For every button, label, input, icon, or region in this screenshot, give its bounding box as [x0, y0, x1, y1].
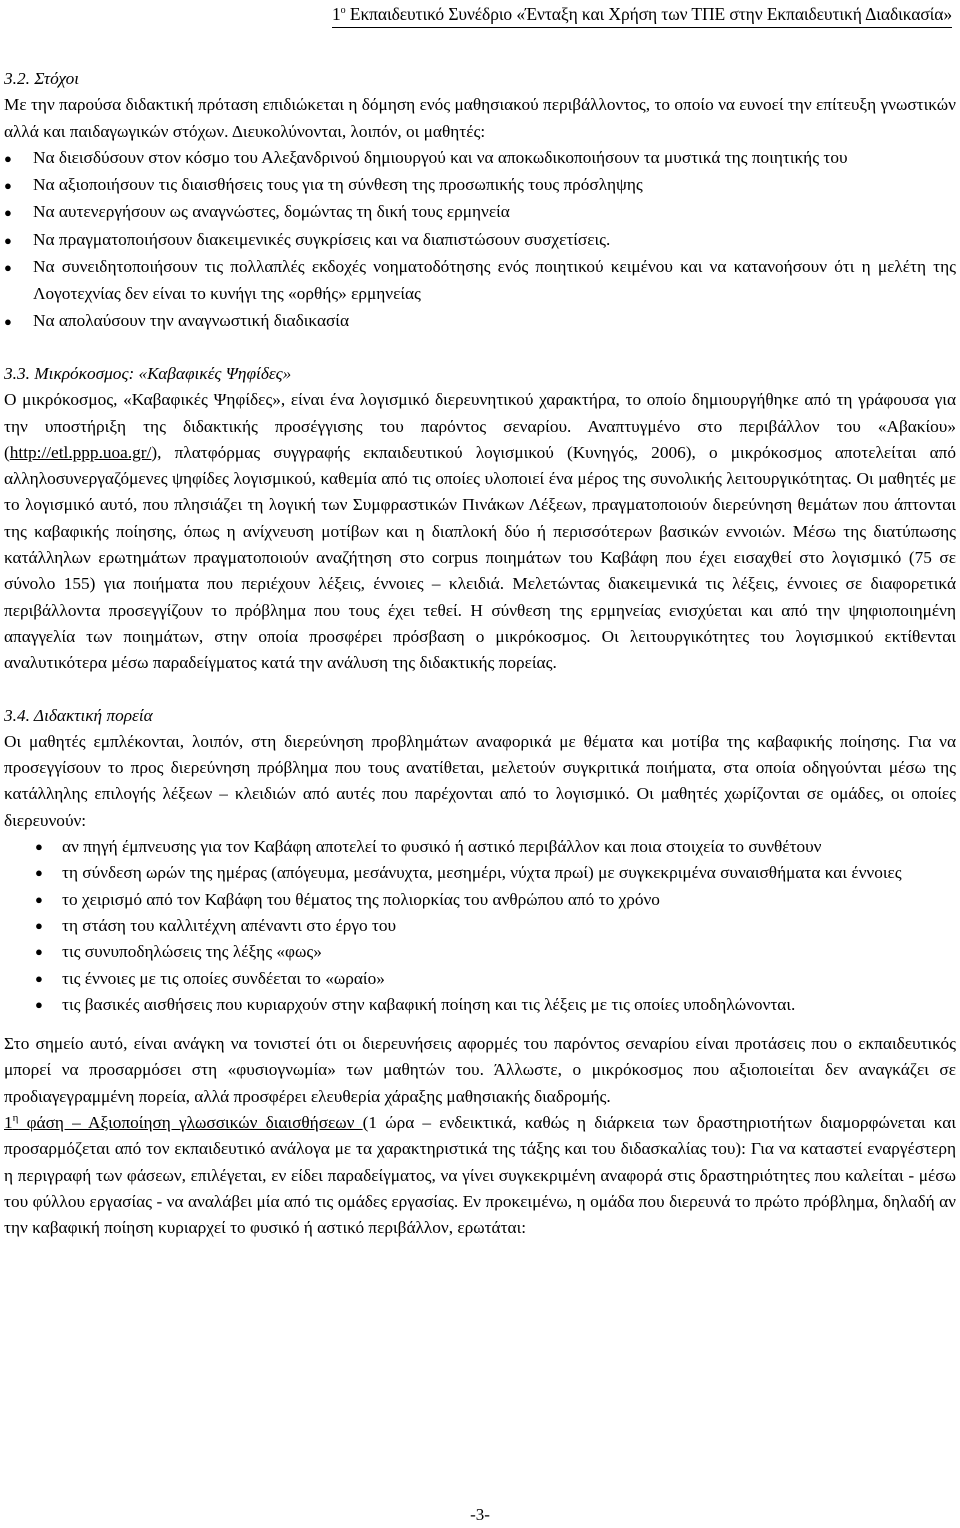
topic-item: ● τις έννοιες με τις οποίες συνδέεται το «ωραίο» [4, 966, 956, 992]
topic-item: ● τη σύνδεση ωρών της ημέρας (απόγευμα, μεσάνυχτα, μεσημέρι, νύχτα πρωί) με συγκεκριμένα συναισθήματα και έννοιες [4, 860, 956, 886]
topic-item: ● αν πηγή έμπνευσης για τον Καβάφη αποτελεί το φυσικό ή αστικό περιβάλλον και ποια στοιχεία το συνθέτουν [4, 834, 956, 860]
bullet-icon: ● [35, 944, 43, 960]
bullet-icon: ● [35, 996, 43, 1012]
bullet-icon: ● [35, 839, 43, 855]
topics-list [4, 834, 956, 1018]
header-title: Εκπαιδευτικό Συνέδριο «Ένταξη και Χρήση των ΤΠΕ στην Εκπαιδευτική Διαδικασία» [349, 4, 952, 24]
topic-item: ● το χειρισμό από τον Καβάφη του θέματος της πολιορκίας του ανθρώπου από το χρόνο [4, 887, 956, 913]
goal-item: ● Να συνειδητοποιήσουν τις πολλαπλές εκδοχές νοηματοδότησης ενός ποιητικού κειμένου και να κατανοήσουν ότι η μελέτη της Λογοτεχνίας δεν είναι το κυνήγι της «ορθής» ερμηνείας [4, 257, 956, 304]
bullet-icon: ● [4, 232, 12, 248]
bullet-icon: ● [4, 313, 12, 329]
goal-item: ● Να αυτενεργήσουν ως αναγνώστες, δομώντας τη δική τους ερμηνεία [4, 199, 956, 226]
bullet-icon: ● [35, 917, 43, 933]
bullet-icon: ● [35, 865, 43, 881]
bullet-icon: ● [4, 178, 12, 194]
etl-link[interactable]: http://etl.ppp.uoa.gr/ [9, 442, 152, 462]
section-3-2-heading: 3.2. Στόχοι [4, 69, 80, 88]
page-content [4, 66, 956, 1241]
section-3-3-heading: 3.3. Μικρόκοσμος: «Καβαφικές Ψηφίδες» [4, 363, 292, 383]
goal-item: ● Να απολαύσουν την αναγνωστική διαδικασία [4, 308, 956, 335]
topic-item: ● τη στάση του καλλιτέχνη απέναντι στο έργο του [4, 913, 956, 939]
bullet-icon: ● [35, 891, 43, 907]
page-number: -3- [470, 1505, 490, 1524]
bullet-icon: ● [4, 260, 12, 276]
topic-item: ● τις συνυποδηλώσεις της λέξης «φως» [4, 939, 956, 965]
section-3-4-paragraph-2: Στο σημείο αυτό, είναι ανάγκη να τονιστεί ότι οι διερευνήσεις αφορμές του παρόντος σεναρίου είναι προτάσεις που ο εκπαιδευτικός μπορεί να προσαρμόσει στη «φυσιογνωμία» των μαθητών του. Άλλωστε, ο μικρόκοσμος που αξιοποιείται δεν αναγκάζει σε προδιαγεγραμμένη πορεία, αλλά προσφέρει ελευθερία χάραξης μαθησιακής διαδρομής. [4, 1034, 956, 1106]
topic-item: ● τις βασικές αισθήσεις που κυριαρχούν στην καβαφική ποίηση και τις λέξεις με τις οποίες υποδηλώνονται. [4, 992, 956, 1018]
section-3-4-intro: Οι μαθητές εμπλέκονται, λοιπόν, στη διερεύνηση προβλημάτων αναφορικά με θέματα και μοτίβα της καβαφικής ποίησης. Για να προσεγγίσουν το προς διερεύνηση πρόβλημα που τους ανατίθεται, μελετούν συγκριτικά ποιήματα, στα οποία οδηγούνται μέσω της κατάλληλης επιλογής λέξεων – κλειδιών από αυτές που παρέχονται από το λογισμικό. Οι μαθητές χωρίζονται σε ομάδες, οι οποίες διερευνούν: [4, 731, 956, 830]
header-ordinal: 1 [332, 4, 341, 24]
phase-1-paragraph: $1^\eta$ φάση – Αξιοποίηση γλωσσικών διαισθήσεων (1 ώρα – ενδεικτικά, καθώς η διάρκεια των δραστηριοτήτων διαμορφώνεται και προσαρμόζεται από τον εκπαιδευτικό ανάλογα με τα χαρακτηριστικά της τάξης και του διδασκαλίας του): Για να καταστεί εναργέστερη η περιγραφή των φάσεων, επιλέγεται, εν είδει παραδείγματος, να γίνει συγκεκριμένη αναφορά στις δραστηριότητες που καλείται - μέσω του φύλλου εργασίας - να αναλάβει μία από τις ομάδες εργασίας. Εν προκειμένω, η ομάδα που διερευνά το πρώτο πρόβλημα, δηλαδή αν την καβαφική ποίηση κυριαρχεί το φυσικό ή αστικό περιβάλλον, ερωτάται: [4, 1111, 956, 1238]
running-header [332, 3, 952, 28]
goal-item: ● Να διεισδύσουν στον κόσμο του Αλεξανδρινού δημιουργού και να αποκωδικοποιήσουν τα μυστικά της ποιητικής του [4, 145, 956, 172]
goals-list [4, 145, 956, 335]
bullet-icon: ● [4, 150, 12, 166]
header-ordinal-sup: ο [340, 5, 346, 16]
goal-item: ● Να αξιοποιήσουν τις διαισθήσεις τους για τη σύνθεση της προσωπικής τους πρόσληψης [4, 172, 956, 199]
goal-item: ● Να πραγματοποιήσουν διακειμενικές συγκρίσεις και να διαπιστώσουν συσχετίσεις. [4, 227, 956, 254]
bullet-icon: ● [35, 970, 43, 986]
bullet-icon: ● [4, 205, 12, 221]
section-3-3-body: Ο μικρόκοσμος, «Καβαφικές Ψηφίδες», είναι ένα λογισμικό διερευνητικού χαρακτήρα, το οποίο δημιουργήθηκε από τη γράφουσα για την υποστήριξη της διδακτικής προσέγγισης του παρόντος σεναρίου. Αναπτυγμένο στο περιβάλλον του «Αβακίου» (http://etl.ppp.uoa.gr/), πλατφόρμας συγγραφής εκπαιδευτικού λογισμικού (Κυνηγός, 2006), ο μικρόκοσμος αποτελείται από αλληλοσυνεργαζόμενες ψηφίδες λογισμικού, καθεμία από τις οποίες υλοποιεί ένα μέρος της συνολικής λειτουργικότητας. Οι μαθητές με το λογισμικό αυτό, που πλησιάζει τη λογική των Συμφραστικών Πινάκων Λέξεων, πραγματοποιούν διερεύνηση θεμάτων που άπτονται της καβαφικής ποίησης, όπως η ανίχνευση μοτίβων και η διαπλοκή δύο ή περισσότερων βασικών εννοιών. Μέσω της διατύπωσης κατάλληλων ερωτημάτων πραγματοποιούν αναζήτηση στο corpus ποιημάτων του Καβάφη που έχει εισαχθεί στο λογισμικό (75 σε σύνολο 155) για ποιήματα που περιέχουν λέξεις, έννοιες – κλειδιά. Μελετώντας διακειμενικά τις λέξεις, έννοιες σε διαφορετικά περιβάλλοντα προσεγγίζουν το πρόβλημα που τους έχει τεθεί. Η σύνθεση της ερμηνείας ενισχύεται και από την ψηφιοποιημένη απαγγελία των ποιημάτων, στην οποία προσφέρει πρόσβαση ο μικρόκοσμος. Οι λειτουργικότητες του λογισμικού εκτίθενται αναλυτικότερα μέσω παραδείγματος κατά την ανάλυση της διδακτικής πορείας. [4, 390, 956, 673]
phase-1-title: $1^\eta$ φάση – Αξιοποίηση γλωσσικών διαισθήσεων [4, 1111, 363, 1132]
section-3-4-heading: 3.4. Διδακτική πορεία [4, 705, 153, 725]
section-3-2-intro: Με την παρούσα διδακτική πρόταση επιδιώκεται η δόμηση ενός μαθησιακού περιβάλλοντος, το οποίο να ευνοεί την επίτευξη γνωστικών αλλά και παιδαγωγικών στόχων. Διευκολύνονται, λοιπόν, οι μαθητές: [4, 95, 956, 141]
